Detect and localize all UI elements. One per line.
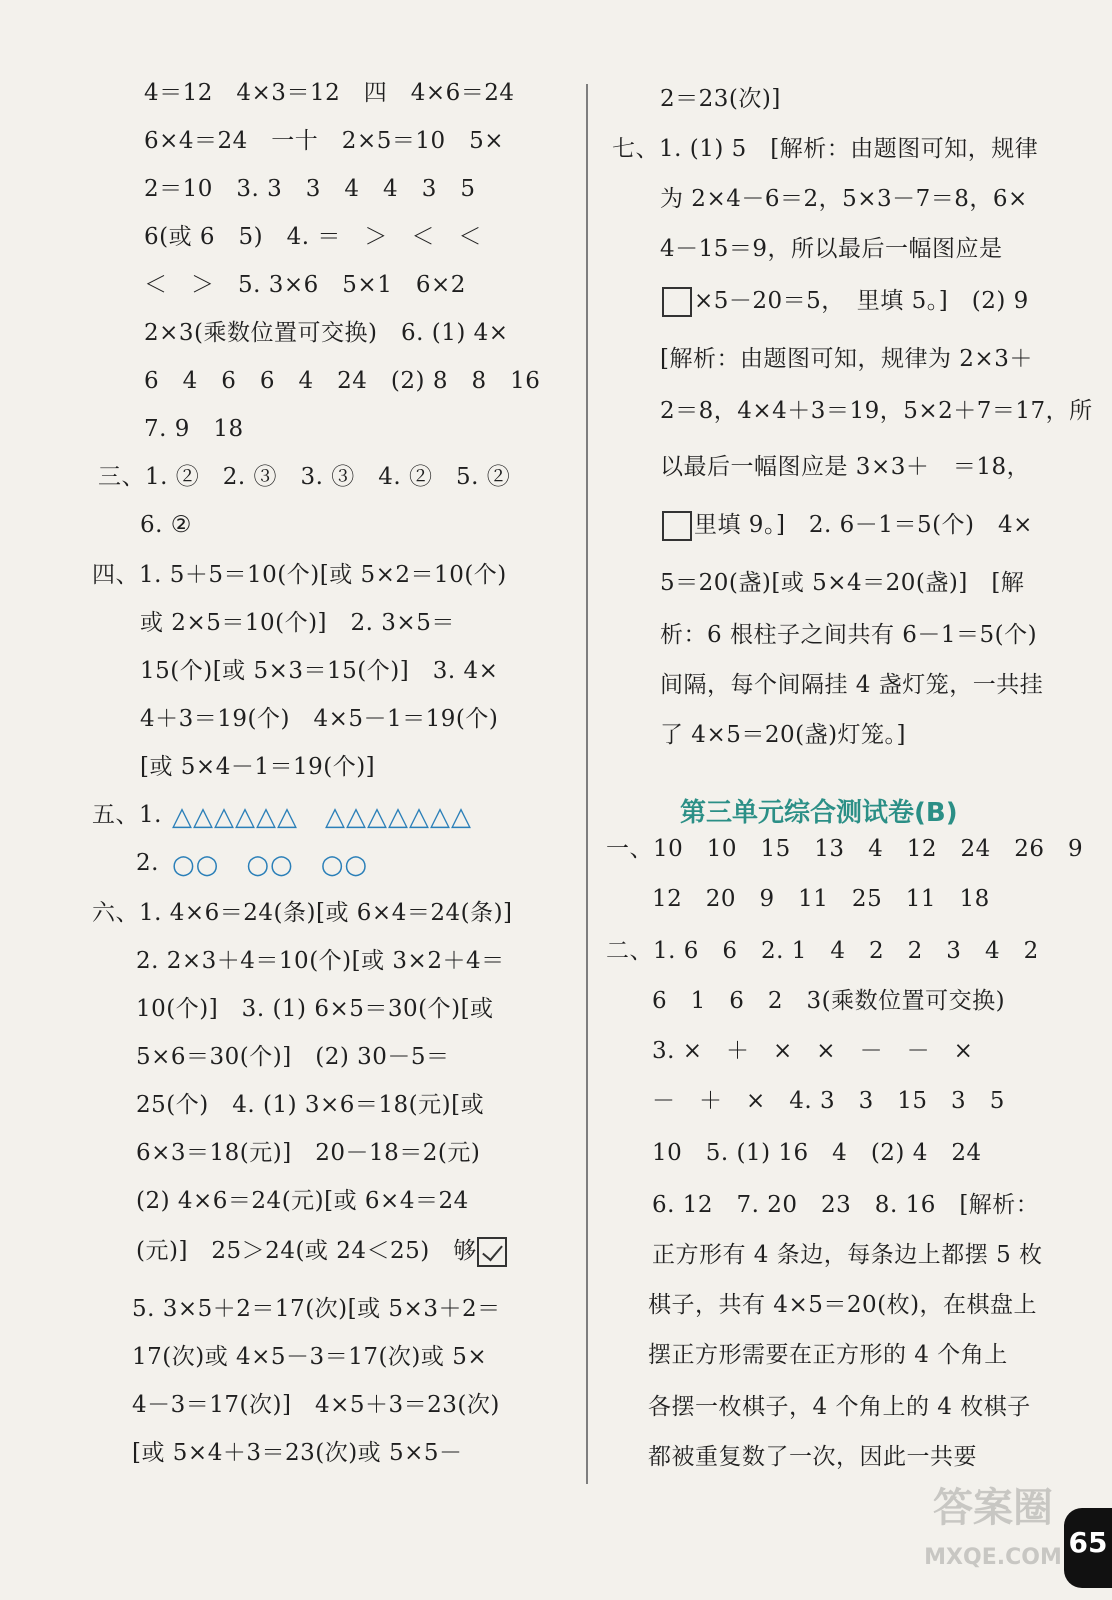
text-line: 4－3＝17(次)] 4×5＋3＝23(次): [132, 1392, 500, 1418]
text-line: 2×3(乘数位置可交换) 6. (1) 4×: [144, 320, 509, 346]
text-line: 棋子，共有 4×5＝20(枚)，在棋盘上: [648, 1292, 1038, 1318]
text-line: [解析：由题图可知，规律为 2×3＋: [660, 346, 1033, 372]
text-line: － ＋ × 4. 3 3 15 3 5: [652, 1088, 1005, 1114]
text-line: 为 2×4－6＝2，5×3－7＝8，6×: [660, 186, 1028, 212]
text-line: 2＝8，4×4＋3＝19，5×2＋7＝17，所: [660, 398, 1093, 424]
watermark-logo: [918, 1478, 1068, 1596]
column-divider: [586, 84, 588, 1484]
text-line: [或 5×4－1＝19(个)]: [140, 754, 376, 780]
text-line: 2＝10 3. 3 3 4 4 3 5: [144, 176, 476, 202]
text-line: 正方形有 4 条边，每条边上都摆 5 枚: [652, 1242, 1043, 1268]
text-line: 摆正方形需要在正方形的 4 个角上: [648, 1342, 1008, 1368]
text-line-content: ×5－20＝5， 里填 5。] (2) 9: [694, 288, 1029, 314]
text-line: 都被重复数了一次，因此一共要: [648, 1444, 977, 1470]
text-line: 六、1. 4×6＝24(条)[或 6×4＝24(条)]: [92, 900, 513, 926]
text-line: 各摆一枚棋子，4 个角上的 4 枚棋子: [648, 1394, 1031, 1420]
text-line: 6. 12 7. 20 23 8. 16 [解析：: [652, 1192, 1040, 1218]
text-line: 三、1. ② 2. ③ 3. ③ 4. ② 5. ②: [98, 464, 511, 490]
text-line: 析：6 根柱子之间共有 6－1＝5(个): [660, 622, 1038, 648]
text-line: 6. ②: [140, 512, 192, 538]
text-line: 15(个)[或 5×3＝15(个)] 3. 4×: [140, 658, 499, 684]
text-line: 12 20 9 11 25 11 18: [652, 886, 990, 912]
text-line: 了 4×5＝20(盏)灯笼。]: [660, 722, 907, 748]
text-line: 6(或 6 5) 4. ＝ ＞ ＜ ＜: [144, 224, 482, 250]
text-line: 10 5. (1) 16 4 (2) 4 24: [652, 1140, 982, 1166]
text-line: [136, 1236, 507, 1267]
text-line: [660, 510, 1033, 541]
text-line: 6×3＝18(元)] 20－18＝2(元): [136, 1140, 481, 1166]
section-title: 第三单元综合测试卷(B): [680, 798, 958, 828]
text-line: 2. 2×3＋4＝10(个)[或 3×2＋4＝: [136, 948, 505, 974]
checkmark-box-icon: [477, 1237, 507, 1267]
watermark-bottom: MXQE.COM: [924, 1545, 1062, 1570]
text-line: 10(个)] 3. (1) 6×5＝30(个)[或: [136, 996, 494, 1022]
text-line: 以最后一幅图应是 3×3＋ ＝18，: [660, 454, 1031, 480]
text-line: 2＝23(次)]: [660, 86, 781, 112]
page-number: 65: [1064, 1508, 1112, 1588]
text-line: 4－15＝9，所以最后一幅图应是: [660, 236, 1003, 262]
text-line: (2) 4×6＝24(元)[或 6×4＝24: [136, 1188, 469, 1214]
text-line: 七、1. (1) 5 [解析：由题图可知，规律: [612, 136, 1039, 162]
text-line: 3. × ＋ × × － － ×: [652, 1038, 974, 1064]
text-line: 或 2×5＝10(个)] 2. 3×5＝: [140, 610, 455, 636]
text-line: [或 5×4＋3＝23(次)或 5×5－: [132, 1440, 463, 1466]
text-line: 四、1. 5＋5＝10(个)[或 5×2＝10(个): [92, 562, 507, 588]
text-line: 二、1. 6 6 2. 1 4 2 2 3 4 2: [606, 938, 1039, 964]
text-line: 6×4＝24 一十 2×5＝10 5×: [144, 128, 505, 154]
watermark-top: 答案圈: [933, 1485, 1053, 1531]
circle-shapes: ○○ ○○ ○○: [172, 850, 369, 880]
text-line: 6 1 6 2 3(乘数位置可交换): [652, 988, 1006, 1014]
text-line: 2.: [136, 850, 159, 876]
text-line: ＜ ＞ 5. 3×6 5×1 6×2: [144, 272, 466, 298]
text-line: 17(次)或 4×5－3＝17(次)或 5×: [132, 1344, 488, 1370]
text-line: 一、10 10 15 13 4 12 24 26 9: [606, 836, 1084, 862]
text-line: 4＝12 4×3＝12 四 4×6＝24: [144, 80, 515, 106]
text-line-content: (元)] 25＞24(或 24＜25) 够: [136, 1238, 477, 1264]
text-line: 间隔，每个间隔挂 4 盏灯笼，一共挂: [660, 672, 1044, 698]
blank-box-icon: [662, 287, 692, 317]
text-line: 五、1.: [92, 802, 162, 828]
text-line: [660, 286, 1029, 317]
text-line: 5×6＝30(个)] (2) 30－5＝: [136, 1044, 450, 1070]
text-line: 6 4 6 6 4 24 (2) 8 8 16: [144, 368, 541, 394]
triangle-shapes: △△△△△△ △△△△△△△: [172, 802, 472, 832]
text-line: 25(个) 4. (1) 3×6＝18(元)[或: [136, 1092, 485, 1118]
text-line: 7. 9 18: [144, 416, 244, 442]
text-line: 5＝20(盏)[或 5×4＝20(盏)] [解: [660, 570, 1025, 596]
text-line-content: 里填 9。] 2. 6－1＝5(个) 4×: [694, 512, 1033, 538]
blank-box-icon: [662, 511, 692, 541]
text-line: 4＋3＝19(个) 4×5－1＝19(个): [140, 706, 499, 732]
text-line: 5. 3×5＋2＝17(次)[或 5×3＋2＝: [132, 1296, 501, 1322]
